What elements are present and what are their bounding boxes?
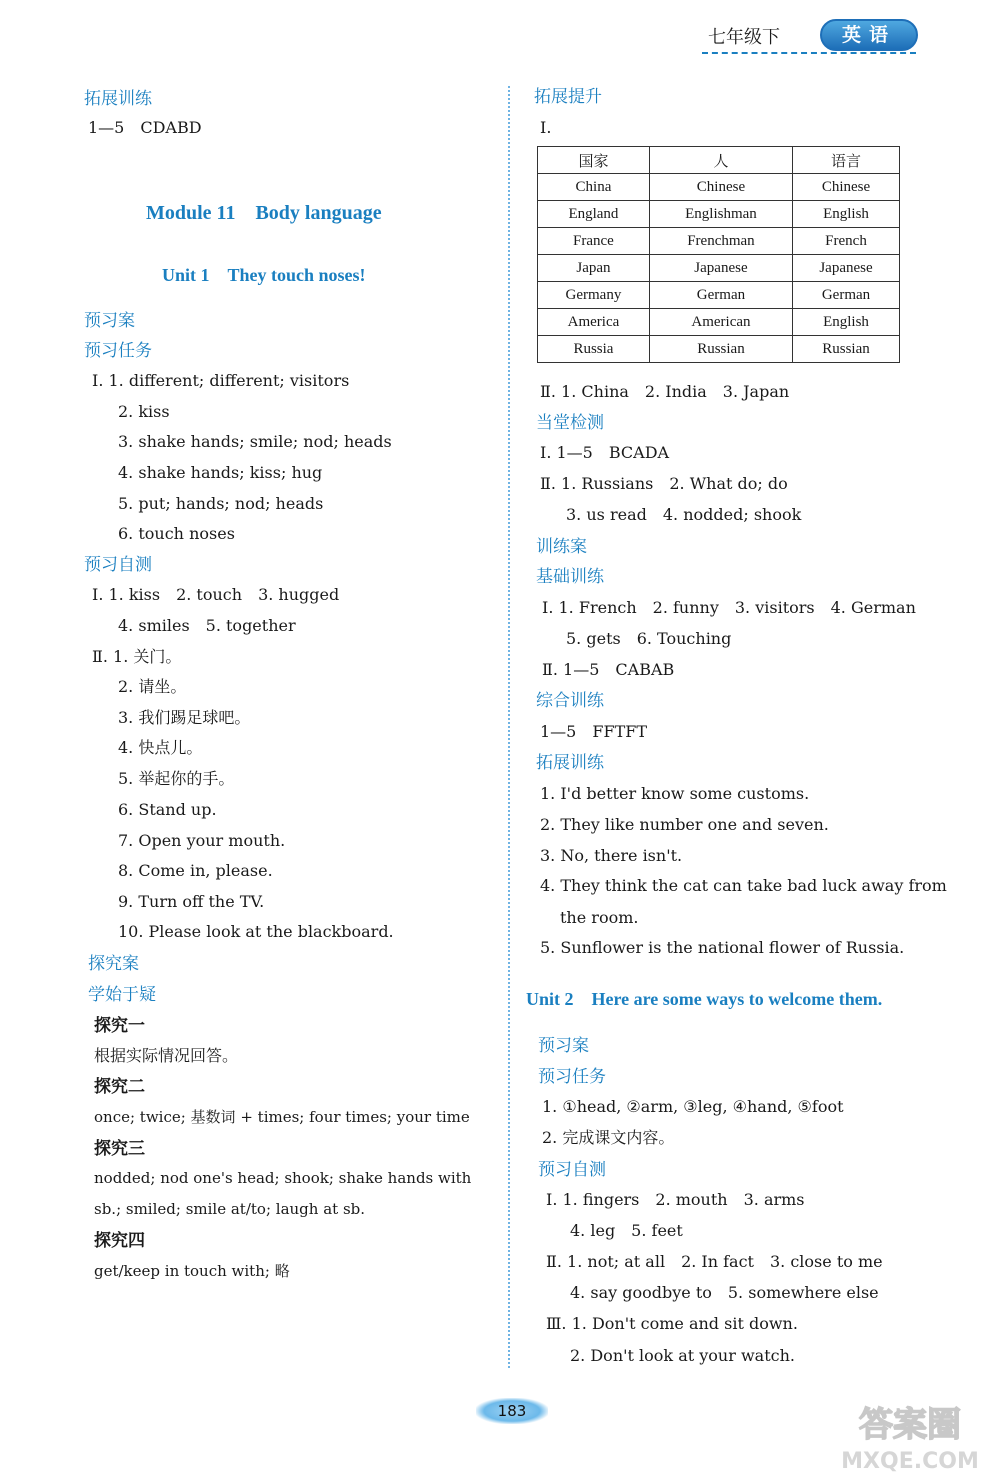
section-comprehensive: 综合训练 [536,691,604,711]
table-row [538,201,900,228]
answer-line: 4. shake hands; kiss; hug [118,463,323,482]
answer-line: 10. Please look at the blackboard. [118,922,394,941]
table-cell: Chinese [793,174,900,201]
section-training: 训练案 [536,537,587,557]
answer-line: sb.; smiled; smile at/to; laugh at sb. [94,1200,366,1218]
watermark-text: 答案圈 [859,1405,961,1445]
section-class-check: 当堂检测 [536,413,604,433]
table-cell: Russia [538,336,650,363]
answer-line: Ⅱ. 1. Russians 2. What do; do [540,474,788,493]
section-extend-training: 拓展训练 [536,753,604,773]
table-cell: Frenchman [649,228,792,255]
answer-line: Ⅱ. 1—5 CABAB [542,660,675,679]
subject-badge [820,19,918,51]
answer-line: 4. smiles 5. together [118,616,296,635]
answer-line: 3. No, there isn't. [540,846,683,865]
table-cell: American [649,309,792,336]
answer-line: 1. I'd better know some customs. [540,784,810,803]
table-cell: America [538,309,650,336]
answer-line: Ⅰ. 1. kiss 2. touch 3. hugged [92,585,340,604]
answer-line: 1—5 FFTFT [540,722,648,741]
answer-line: Ⅲ. 1. Don't come and sit down. [546,1314,798,1333]
answer-line: 4. They think the cat can take bad luck away from [540,876,947,895]
table-row [538,255,900,282]
answer-line: Ⅱ. 1. China 2. India 3. Japan [540,382,790,401]
unit2-title: Unit 2 Here are some ways to welcome them. [526,989,883,1009]
header-divider [702,52,916,54]
table-cell: German [649,282,792,309]
table-row [538,309,900,336]
answer-line: nodded; nod one's head; shook; shake hands with [94,1169,472,1187]
answer-line: 5. gets 6. Touching [566,629,732,648]
answer-line: 5. 举起你的手。 [118,769,235,788]
table-row [538,336,900,363]
answer-line: 8. Come in, please. [118,861,273,880]
table-cell: France [538,228,650,255]
table-cell: Japanese [649,255,792,282]
section-preview: 预习案 [538,1036,589,1056]
answer-line: Ⅱ. 1. 关门。 [92,647,182,666]
section-learn-doubt: 学始于疑 [88,985,156,1005]
table-header-row [538,147,900,174]
table-cell: Englishman [649,201,792,228]
explore-two-title: 探究二 [94,1077,145,1097]
watermark-url: MXQE.COM [841,1449,979,1474]
section-extend-improve: 拓展提升 [534,87,602,107]
table-header-cell: 国家 [538,147,650,174]
answer-line: 2. Don't look at your watch. [570,1346,795,1365]
table-cell: English [793,309,900,336]
answer-line: 2. They like number one and seven. [540,815,829,834]
answer-line: Ⅱ. 1. not; at all 2. In fact 3. close to me [546,1252,883,1271]
section-extend-training: 拓展训练 [84,89,152,109]
explore-three-title: 探究三 [94,1139,145,1159]
watermark-logo [830,1402,990,1474]
unit-title: Unit 1 They touch noses! [162,265,366,285]
column-divider [508,86,510,1368]
answer-line: 1—5 CDABD [88,118,202,137]
table-row [538,282,900,309]
answer-line: 3. 我们踢足球吧。 [118,708,251,727]
answer-line: 6. touch noses [118,524,235,543]
section-preview: 预习案 [84,311,135,331]
section-explore: 探究案 [88,954,139,974]
answer-line: 7. Open your mouth. [118,831,286,850]
table-row [538,228,900,255]
table-header-cell: 语言 [793,147,900,174]
answer-line: 2. kiss [118,402,170,421]
part-label: Ⅰ. [540,118,552,137]
section-basic-training: 基础训练 [536,567,604,587]
table-cell: Russian [793,336,900,363]
subject-label: 英语 [841,24,896,46]
table-cell: Chinese [649,174,792,201]
page-number: 183 [497,1402,527,1420]
answer-line: once; twice; 基数词 + times; four times; your time [94,1108,470,1126]
section-self-test: 预习自测 [538,1160,606,1180]
answer-line: 9. Turn off the TV. [118,892,265,911]
countries-table [537,146,900,363]
explore-four-title: 探究四 [94,1231,145,1251]
answer-line: the room. [560,908,639,927]
answer-line: 1. ①head, ②arm, ③leg, ④hand, ⑤foot [542,1097,844,1116]
answer-line: get/keep in touch with; 略 [94,1262,290,1280]
table-cell: German [793,282,900,309]
page-number-badge [476,1398,548,1424]
answer-line: 3. shake hands; smile; nod; heads [118,432,392,451]
module-title: Module 11 Body language [146,202,382,224]
table-row [538,174,900,201]
answer-line: 4. leg 5. feet [570,1221,683,1240]
table-header-cell: 人 [649,147,792,174]
answer-line: 5. put; hands; nod; heads [118,494,324,513]
table-cell: England [538,201,650,228]
table-cell: French [793,228,900,255]
table-cell: Japan [538,255,650,282]
table-cell: Japanese [793,255,900,282]
answer-line: 3. us read 4. nodded; shook [566,505,802,524]
answer-line: Ⅰ. 1. fingers 2. mouth 3. arms [546,1190,805,1209]
section-self-test: 预习自测 [84,555,152,575]
answer-line: Ⅰ. 1—5 BCADA [540,443,670,462]
table-cell: Germany [538,282,650,309]
answer-line: 6. Stand up. [118,800,217,819]
explore-one-title: 探究一 [94,1016,145,1036]
table-cell: English [793,201,900,228]
section-preview-task: 预习任务 [538,1067,606,1087]
grade-label: 七年级下 [708,27,780,48]
answer-line: Ⅰ. 1. French 2. funny 3. visitors 4. German [542,598,916,617]
table-cell: China [538,174,650,201]
table-cell: Russian [649,336,792,363]
answer-line: 4. say goodbye to 5. somewhere else [570,1283,879,1302]
section-preview-task: 预习任务 [84,341,152,361]
answer-line: 根据实际情况回答。 [94,1046,239,1065]
answer-line: 4. 快点儿。 [118,738,203,757]
answer-line: Ⅰ. 1. different; different; visitors [92,371,350,390]
answer-line: 5. Sunflower is the national flower of Russia. [540,938,905,957]
answer-line: 2. 完成课文内容。 [542,1128,675,1147]
answer-line: 2. 请坐。 [118,677,187,696]
